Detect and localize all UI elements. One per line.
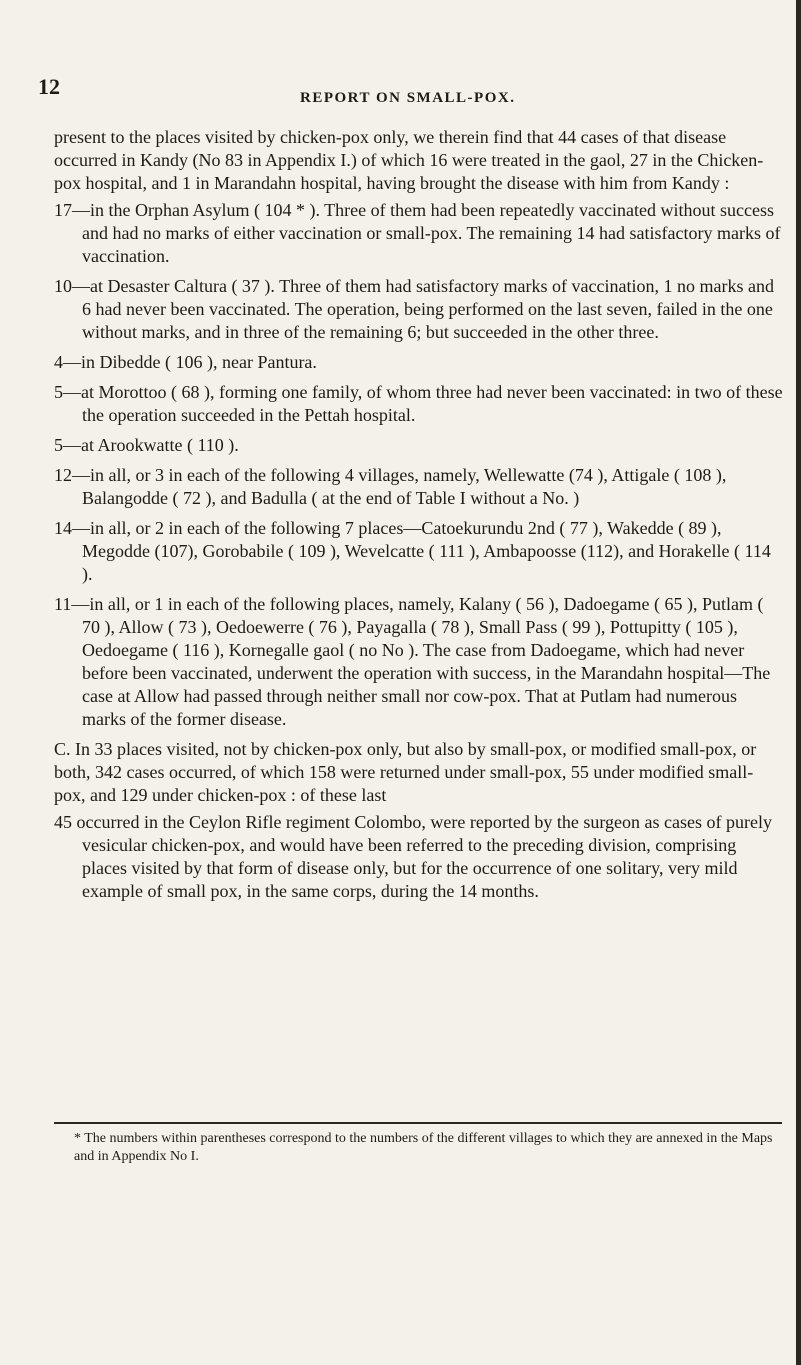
- entry-desaster-caltura: 10—at Desaster Caltura ( 37 ). Three of them had satisfactory marks of vaccination, 1 no marks and 6 had never been vaccinated. The operation, being performed on the last seven, failed in the one without marks, and in three of the remaining 6; but succeeded in the other three.: [54, 276, 774, 342]
- entry-four-villages: 12—in all, or 3 in each of the following 4 villages, namely, Wellewatte (74 ), Attigale ( 108 ), Balangodde ( 72 ), and Badulla ( at the end of Table I without a No. ): [54, 465, 727, 508]
- page-edge-shadow: [796, 0, 801, 1365]
- entry-seven-places: 14—in all, or 2 in each of the following 7 places—Catoekurundu 2nd ( 77 ), Wakedde ( 89 ), Megodde (107), Gorobabile ( 109 ), Wevelcatte ( 111 ), Ambapoosse (112), and Horakelle ( 114 ).: [54, 518, 771, 584]
- entry-eleven-places: 11—in all, or 1 in each of the following places, namely, Kalany ( 56 ), Dadoegame ( 65 ), Putlam ( 70 ), Allow ( 73 ), Oedoewerre ( 76 ), Payagalla ( 78 ), Small Pass ( 99 ), Pottupitty ( 105 ), Oedoegame ( 116 ), Kornegalle gaol ( no No ). The case from Dadoegame, which had never before been vaccinated, underwent the operation with success, in the Marandahn hospital—The case at Allow had passed through neither small nor cow-pox. That at Putlam had numerous marks of the former disease.: [54, 594, 771, 729]
- running-head: REPORT ON SMALL-POX.: [300, 90, 516, 106]
- entry-dibedde: 4—in Dibedde ( 106 ), near Pantura.: [54, 352, 317, 372]
- footnote-rule: [54, 1122, 782, 1124]
- entry-morottoo: 5—at Morottoo ( 68 ), forming one family, of whom three had never been vaccinated: in two of these the operation succeeded in the Pettah hospital.: [54, 382, 783, 425]
- entry-orphan-asylum: 17—in the Orphan Asylum ( 104 * ). Three of them had been repeatedly vaccinated without success and had no marks of either vaccination or small-pox. The remaining 14 had satisfactory marks of vaccination.: [54, 200, 781, 266]
- section-c-paragraph: C. In 33 places visited, not by chicken-pox only, but also by small-pox, or modified small-pox, or both, 342 cases occurred, of which 158 were returned under small-pox, 55 under modified small-pox, and 129 under chicken-pox : of these last: [54, 739, 757, 805]
- body-text: [54, 126, 784, 910]
- entry-arookwatte: 5—at Arookwatte ( 110 ).: [54, 435, 239, 455]
- intro-paragraph: present to the places visited by chicken-pox only, we therein find that 44 cases of that disease occurred in Kandy (No 83 in Appendix I.) of which 16 were treated in the gaol, 27 in the Chicken-pox hospital, and 1 in Marandahn hospital, having brought the disease with him from Kandy :: [54, 127, 764, 193]
- footnote: [54, 1130, 782, 1166]
- footnote-text: * The numbers within parentheses correspond to the numbers of the different villages to which they are annexed in the Maps and in Appendix No I.: [74, 1131, 773, 1164]
- entry-ceylon-rifle: 45 occurred in the Ceylon Rifle regiment Colombo, were reported by the surgeon as cases of purely vesicular chicken-pox, and would have been referred to the preceding division, comprising places visited by that form of disease only, but for the occurrence of one solitary, very mild example of small pox, in the same corps, during the 14 months.: [54, 812, 772, 901]
- page-number: 12: [38, 74, 60, 99]
